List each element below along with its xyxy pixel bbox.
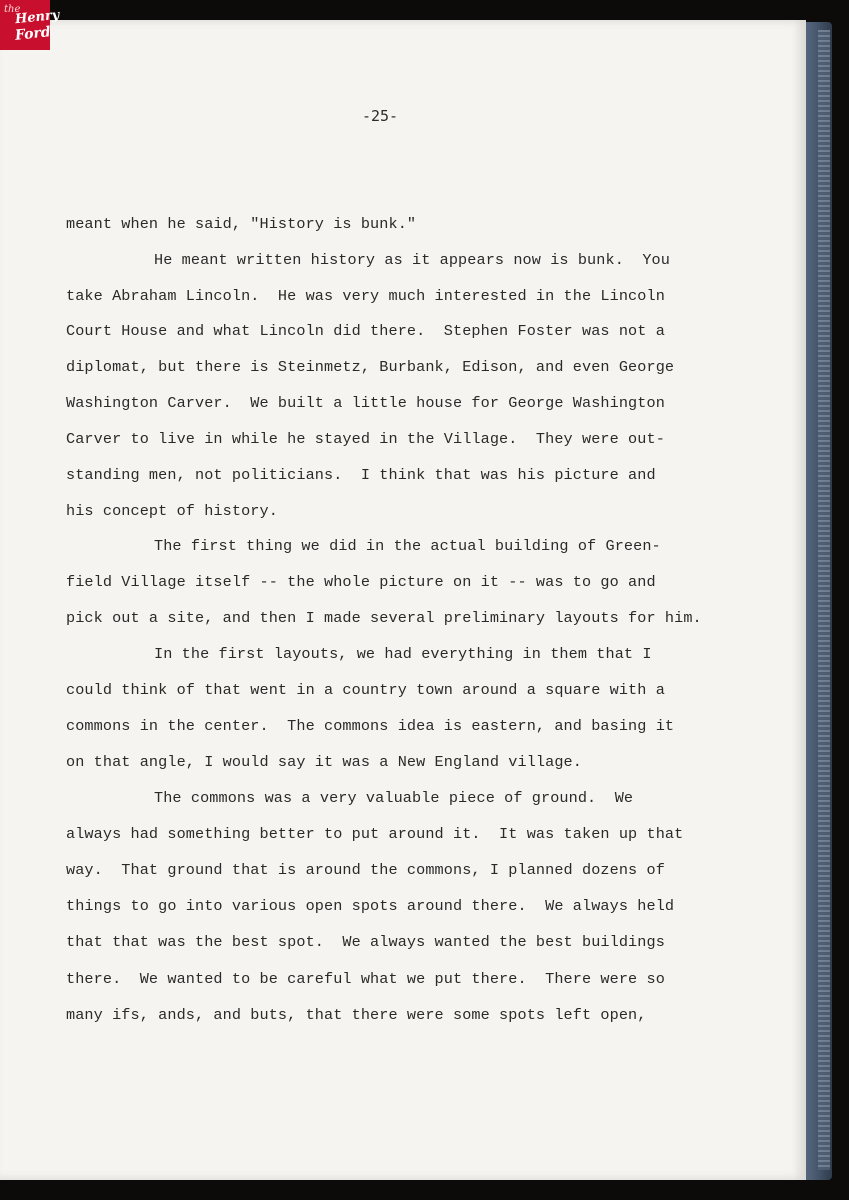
- text-line: things to go into various open spots around there. We always held: [66, 897, 675, 915]
- text-line: many ifs, ands, and buts, that there were some spots left open,: [66, 1006, 647, 1024]
- text-line: take Abraham Lincoln. He was very much interested in the Lincoln: [66, 287, 665, 305]
- page-number: -25-: [361, 107, 399, 125]
- logo-henry-text: Henry: [14, 7, 61, 28]
- text-line: on that angle, I would say it was a New England village.: [66, 753, 582, 771]
- text-line: there. We wanted to be careful what we put there. There were so: [66, 970, 665, 988]
- text-line: The commons was a very valuable piece of ground. We: [154, 789, 634, 807]
- text-line: Court House and what Lincoln did there. Stephen Foster was not a: [66, 322, 665, 340]
- text-line: always had something better to put around it. It was taken up that: [66, 825, 684, 843]
- text-line: Carver to live in while he stayed in the Village. They were out-: [66, 430, 665, 448]
- text-line: that that was the best spot. We always wanted the best buildings: [66, 933, 665, 951]
- text-line: commons in the center. The commons idea is eastern, and basing it: [66, 717, 675, 735]
- text-line: Washington Carver. We built a little house for George Washington: [66, 394, 665, 412]
- text-line: meant when he said, "History is bunk.": [66, 215, 417, 233]
- text-line: The first thing we did in the actual building of Green-: [154, 537, 661, 555]
- henry-ford-logo: [0, 0, 61, 50]
- logo-ford-text: Ford: [14, 24, 52, 44]
- text-line: standing men, not politicians. I think that was his picture and: [66, 466, 656, 484]
- text-line: field Village itself -- the whole picture on it -- was to go and: [66, 573, 656, 591]
- text-line: could think of that went in a country town around a square with a: [66, 681, 665, 699]
- text-line: diplomat, but there is Steinmetz, Burbank, Edison, and even George: [66, 358, 675, 376]
- logo-the-text: the: [4, 4, 21, 15]
- text-line: pick out a site, and then I made several preliminary layouts for him.: [66, 609, 702, 627]
- text-line: In the first layouts, we had everything in them that I: [154, 645, 652, 663]
- text-line: He meant written history as it appears now is bunk. You: [154, 251, 670, 269]
- text-line: way. That ground that is around the commons, I planned dozens of: [66, 861, 665, 879]
- document-page: [0, 20, 806, 1180]
- text-line: his concept of history.: [66, 502, 278, 520]
- book-cover-cloth-edge: [818, 30, 830, 1170]
